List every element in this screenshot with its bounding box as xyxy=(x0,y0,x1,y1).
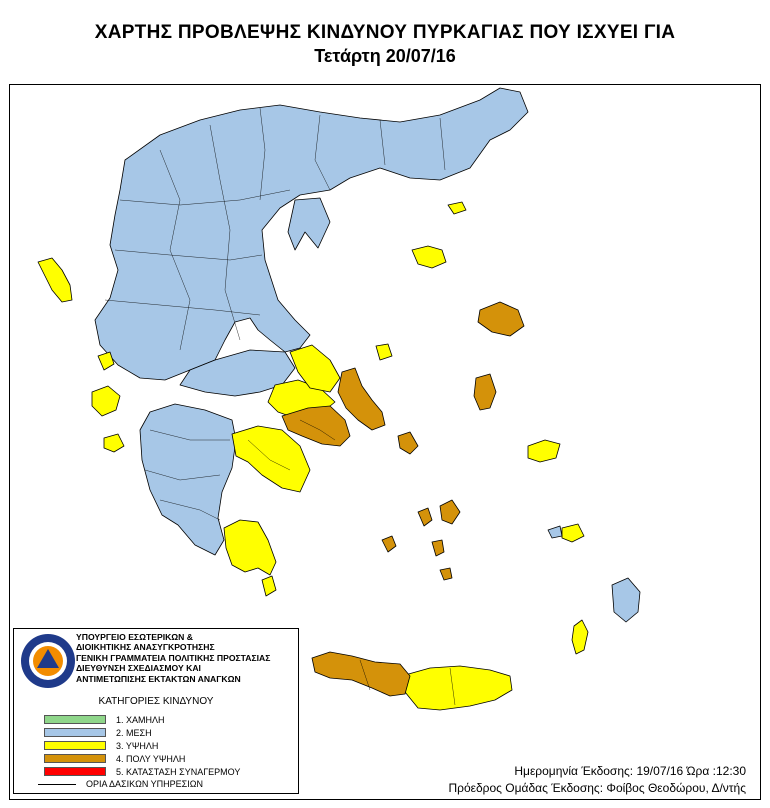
swatch-high xyxy=(44,741,106,750)
risk-categories-list xyxy=(44,713,240,778)
region-zakynthos xyxy=(104,434,124,452)
region-kefalonia xyxy=(92,386,120,416)
swatch-low xyxy=(44,715,106,724)
risk-category-low xyxy=(44,713,240,726)
risk-category-very-high xyxy=(44,752,240,765)
organization-name xyxy=(76,632,270,684)
forecast-date: Τετάρτη 20/07/16 xyxy=(314,46,456,66)
region-crete-east xyxy=(405,666,512,710)
region-kos xyxy=(548,526,562,538)
region-lemnos xyxy=(478,302,524,336)
category-label: 5. ΚΑΤΑΣΤΑΣΗ ΣΥΝΑΓΕΡΜΟΥ xyxy=(116,766,241,777)
region-chalkidiki xyxy=(288,198,330,250)
border-label: ΟΡΙΑ ΔΑΣΙΚΩΝ ΥΠΗΡΕΣΙΩΝ xyxy=(86,779,203,789)
legend-box xyxy=(13,628,299,794)
region-laconia xyxy=(224,520,276,575)
region-karpathos xyxy=(572,620,588,654)
region-rhodes-east xyxy=(562,524,584,542)
org-line: ΔΙΕΥΘΥΝΣΗ ΣΧΕΔΙΑΣΜΟΥ ΚΑΙ xyxy=(76,663,201,674)
region-corfu xyxy=(38,258,72,302)
region-cyclades-2 xyxy=(382,536,396,552)
risk-category-medium xyxy=(44,726,240,739)
map-title: ΧΑΡΤΗΣ ΠΡΟΒΛΕΨΗΣ ΚΙΝΔΥΝΟΥ ΠΥΡΚΑΓΙΑΣ ΠΟΥ ΙΣΧΥΕΙ ΓΙΑ xyxy=(94,22,676,43)
swatch-alert xyxy=(44,767,106,776)
border-line-symbol xyxy=(38,784,76,785)
region-cyclades-4 xyxy=(440,568,452,580)
org-line: ΥΠΟΥΡΓΕΙΟ ΕΣΩΤΕΡΙΚΩΝ & xyxy=(76,632,193,642)
region-lesbos-2 xyxy=(528,440,560,462)
category-label: 1. ΧΑΜΗΛΗ xyxy=(116,714,165,725)
swatch-very-high xyxy=(44,754,106,763)
risk-category-alert xyxy=(44,765,240,778)
category-label: 4. ΠΟΛΥ ΥΨΗΛΗ xyxy=(116,753,186,764)
region-skiathos xyxy=(376,344,392,360)
region-attica-west xyxy=(232,426,310,492)
region-rhodes xyxy=(612,578,640,622)
risk-categories-title: ΚΑΤΗΓΟΡΙΕΣ ΚΙΝΔΥΝΟΥ xyxy=(98,696,214,707)
civil-protection-seal-icon xyxy=(20,633,76,689)
org-line: ΑΝΤΙΜΕΤΩΠΙΣΗΣ ΕΚΤΑΚΤΩΝ ΑΝΑΓΚΩΝ xyxy=(76,673,241,684)
region-peloponnese xyxy=(140,404,236,555)
org-line: ΓΕΝΙΚΗ ΓΡΑΜΜΑΤΕΙΑ ΠΟΛΙΤΙΚΗΣ ΠΡΟΣΤΑΣΙΑΣ xyxy=(76,652,271,663)
region-samothraki xyxy=(448,202,466,214)
region-naxos xyxy=(440,500,460,524)
issuer: Πρόεδρος Ομάδας Έκδοσης: Φοίβος Θεοδώρου, Δ/ντής xyxy=(448,781,746,795)
region-kythira xyxy=(262,576,276,596)
region-crete-west xyxy=(312,652,410,696)
swatch-medium xyxy=(44,728,106,737)
forest-border-legend xyxy=(38,779,203,789)
region-lesbos xyxy=(412,246,446,268)
region-cyclades-1 xyxy=(418,508,432,526)
region-andros xyxy=(398,432,418,454)
issue-date: Ημερομηνία Έκδοσης: 19/07/16 Ώρα :12:30 xyxy=(514,764,746,778)
region-cyclades-3 xyxy=(432,540,444,556)
region-chios xyxy=(474,374,496,410)
category-label: 2. ΜΕΣΗ xyxy=(116,727,152,738)
org-line: ΔΙΟΙΚΗΤΙΚΗΣ ΑΝΑΣΥΓΚΡΟΤΗΣΗΣ xyxy=(76,642,215,653)
category-label: 3. ΥΨΗΛΗ xyxy=(116,740,159,751)
risk-category-high xyxy=(44,739,240,752)
